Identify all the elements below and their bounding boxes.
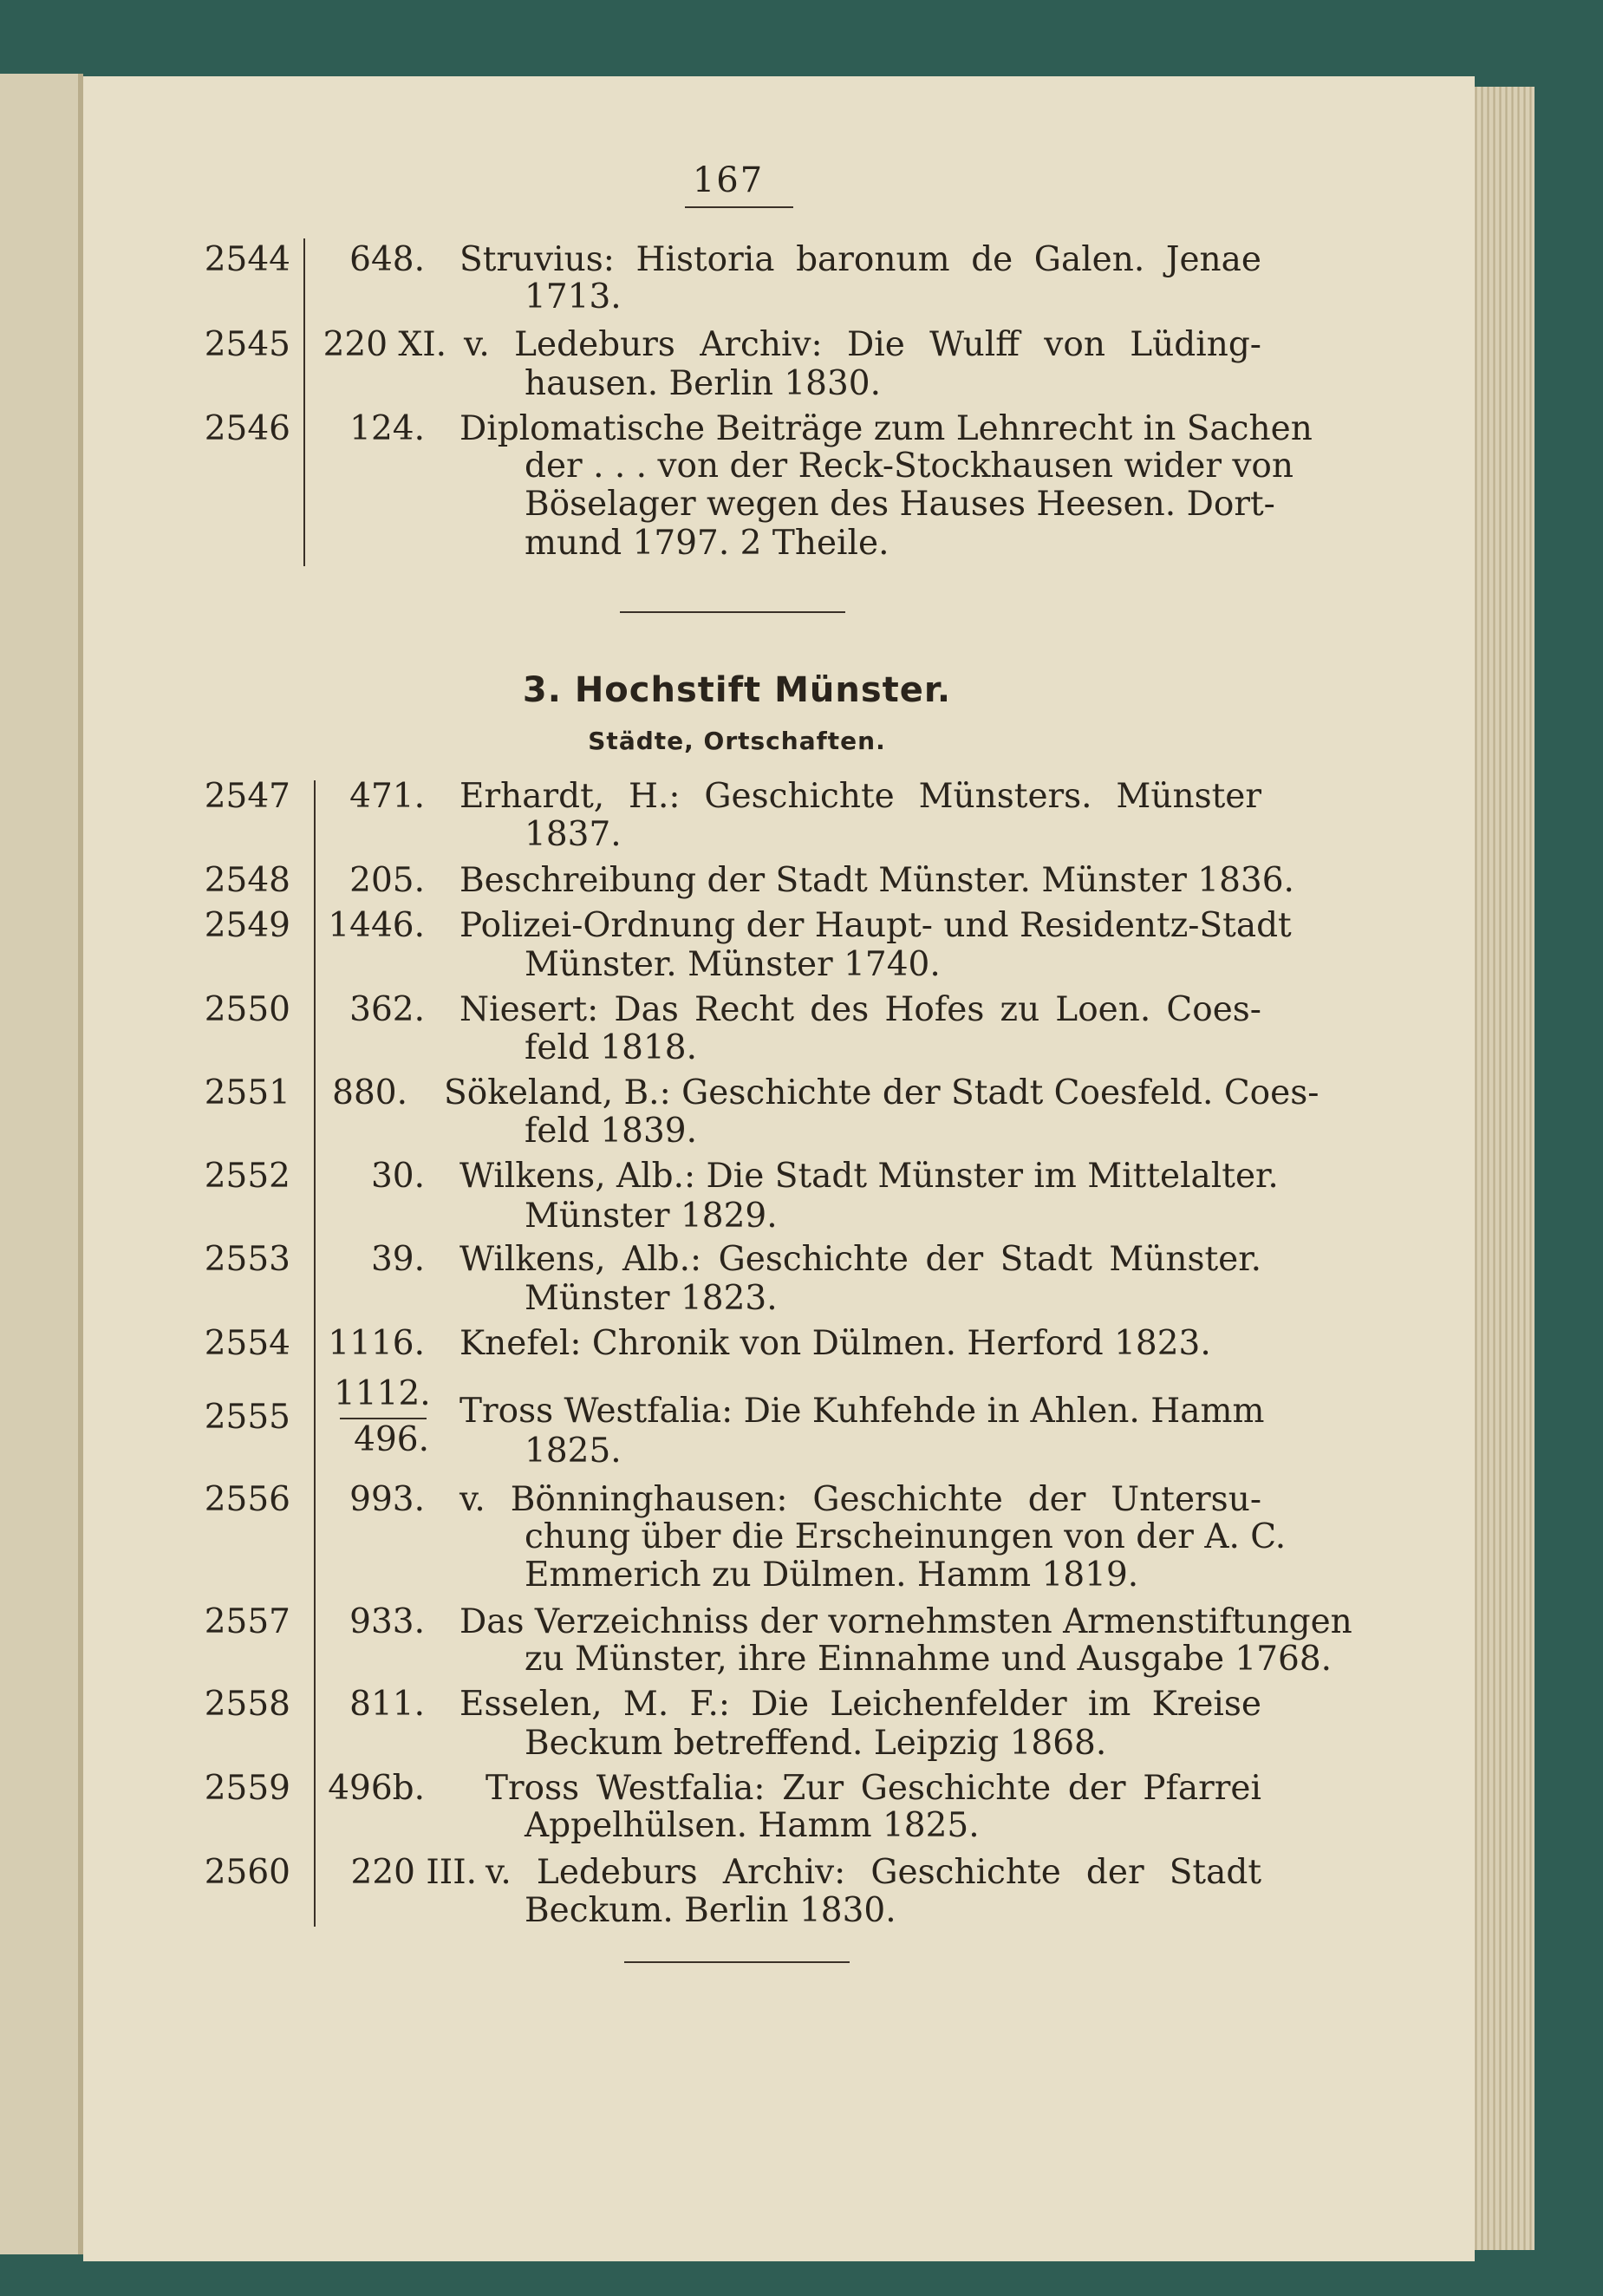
entry-text-cont: 1837. — [525, 815, 622, 854]
entry-text: Polizei-Ordnung der Haupt- und Residentz-Stadt — [459, 906, 1292, 945]
entry-text: Tross Westfalia: Die Kuhfehde in Ahlen. Hamm — [459, 1392, 1265, 1431]
entry-text-cont: Münster 1829. — [525, 1197, 778, 1236]
entry-text-cont: Münster 1823. — [525, 1279, 778, 1318]
entry-ref: 220 XI. — [323, 325, 446, 364]
entry-text-cont: der . . . von der Reck-Stockhausen wider von — [525, 447, 1294, 486]
entry-text-cont: Münster. Münster 1740. — [525, 945, 941, 984]
fraction-bar — [340, 1418, 427, 1419]
entry-text: Das Verzeichniss der vornehmsten Armenstiftungen — [459, 1602, 1352, 1641]
entry-text-cont: Böselager wegen des Hauses Heesen. Dort- — [525, 485, 1275, 524]
entry-text-cont: Emmerich zu Dülmen. Hamm 1819. — [525, 1556, 1139, 1595]
entry-text-cont: feld 1818. — [525, 1028, 697, 1067]
entry-text-cont: Beckum betreffend. Leipzig 1868. — [525, 1724, 1107, 1763]
entry-text-cont: zu Münster, ihre Einnahme und Ausgabe 1768. — [525, 1640, 1333, 1679]
entry-text: Tross Westfalia: Zur Geschichte der Pfarrei — [485, 1769, 1261, 1808]
entry-text-cont: Beckum. Berlin 1830. — [525, 1891, 896, 1930]
page-number-rule — [685, 206, 793, 208]
entry-ref: 496b. — [328, 1769, 425, 1808]
entry-ref: 124. — [349, 409, 425, 448]
page-fore-edge — [1465, 87, 1535, 2250]
entry-text-cont: 1713. — [525, 277, 622, 316]
entry-number: 2558 — [204, 1685, 290, 1724]
entry-number: 2547 — [204, 777, 290, 816]
entry-text: Diplomatische Beiträge zum Lehnrecht in Sachen — [459, 409, 1313, 448]
entry-text: Wilkens, Alb.: Die Stadt Münster im Mittelalter. — [459, 1157, 1279, 1196]
entry-text: Knefel: Chronik von Dülmen. Herford 1823. — [459, 1324, 1211, 1363]
entry-number: 2549 — [204, 906, 290, 945]
entry-ref: 362. — [349, 990, 425, 1029]
entry-number: 2557 — [204, 1602, 290, 1641]
entry-text-cont: hausen. Berlin 1830. — [525, 364, 881, 403]
entry-ref: 471. — [349, 777, 425, 816]
entry-text: Wilkens, Alb.: Geschichte der Stadt Münster. — [459, 1240, 1261, 1279]
entry-text: Struvius: Historia baronum de Galen. Jenae — [459, 240, 1261, 279]
entry-number: 2560 — [204, 1853, 290, 1892]
entry-number: 2550 — [204, 990, 290, 1029]
entry-ref: 811. — [349, 1685, 425, 1724]
section-separator-rule — [620, 611, 845, 613]
end-separator-rule — [624, 1961, 850, 1963]
entry-ref: 205. — [349, 861, 425, 900]
left-page-edge — [0, 74, 83, 2254]
entry-number: 2551 — [204, 1073, 290, 1112]
entry-text: Niesert: Das Recht des Hofes zu Loen. Coes- — [459, 990, 1261, 1029]
entry-text: Esselen, M. F.: Die Leichenfelder im Kreise — [459, 1685, 1261, 1724]
entry-number: 2545 — [204, 325, 290, 364]
section-subtitle: Städte, Ortschaften. — [588, 727, 886, 755]
entry-number: 2546 — [204, 409, 290, 448]
entry-text-cont: mund 1797. 2 Theile. — [525, 524, 889, 563]
entry-text-cont: 1825. — [525, 1432, 622, 1471]
entry-number: 2544 — [204, 240, 290, 279]
entry-number: 2555 — [204, 1398, 290, 1437]
entry-number: 2556 — [204, 1480, 290, 1519]
entry-text: v. Ledeburs Archiv: Die Wulff von Lüding- — [464, 325, 1261, 364]
section-title: 3. Hochstift Münster. — [522, 670, 952, 710]
entry-text: Beschreibung der Stadt Münster. Münster 1836. — [459, 861, 1294, 900]
entry-text: v. Bönninghausen: Geschichte der Untersu- — [459, 1480, 1261, 1519]
entry-number: 2553 — [204, 1240, 290, 1279]
entry-ref: 30. — [370, 1157, 425, 1196]
entry-ref: 39. — [370, 1240, 425, 1279]
entry-text-cont: feld 1839. — [525, 1112, 697, 1151]
entry-ref-denominator: 496. — [354, 1420, 429, 1459]
entry-ref: 933. — [349, 1602, 425, 1641]
entry-ref: 1446. — [328, 906, 425, 945]
entry-ref: 880. — [332, 1073, 407, 1112]
page-number: 167 — [692, 160, 765, 200]
entry-text-cont: chung über die Erscheinungen von der A. C. — [525, 1517, 1287, 1556]
entry-ref-numerator: 1112. — [334, 1374, 431, 1413]
entry-number: 2548 — [204, 861, 290, 900]
entry-text-cont: Appelhülsen. Hamm 1825. — [525, 1806, 980, 1845]
entry-number: 2552 — [204, 1157, 290, 1196]
entry-ref: 1116. — [328, 1324, 425, 1363]
entry-ref: 993. — [349, 1480, 425, 1519]
column-divider-top — [303, 238, 305, 566]
entry-text: Erhardt, H.: Geschichte Münsters. Münster — [459, 777, 1261, 816]
entry-number: 2559 — [204, 1769, 290, 1808]
entry-text: Sökeland, B.: Geschichte der Stadt Coesfeld. Coes- — [444, 1073, 1320, 1112]
entry-number: 2554 — [204, 1324, 290, 1363]
entry-ref: 220 III. — [350, 1853, 477, 1892]
entry-text: v. Ledeburs Archiv: Geschichte der Stadt — [485, 1853, 1261, 1892]
entry-ref: 648. — [349, 240, 425, 279]
